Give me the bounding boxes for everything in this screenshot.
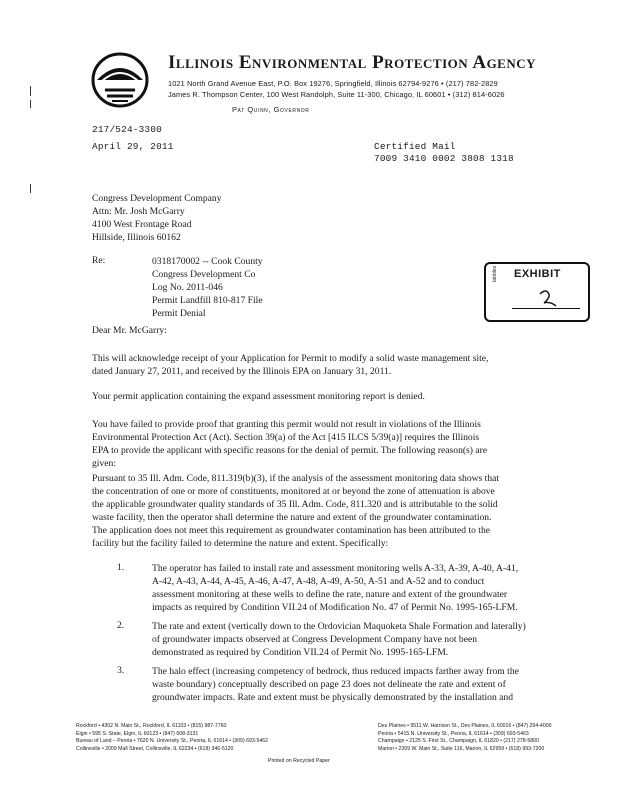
paragraph-line: Pursuant to 35 Ill. Adm. Code, 811.319(b)(3), if the analysis of the assessment monitoring data shows that: [92, 473, 500, 484]
governor-name: Pat Quinn, Governor: [232, 105, 310, 114]
paragraph-denial: [92, 390, 425, 403]
item-number: 2.: [117, 620, 125, 631]
item-line: of groundwater impacts observed at Congress Development Company have not been: [152, 634, 478, 645]
item-line: The operator has failed to install rate and assessment monitoring wells A-33, A-39, A-40, A-41,: [152, 563, 519, 574]
paragraph-line: waste facility, then the operator shall determine the nature and extent of the groundwater contamination.: [92, 512, 492, 523]
paragraph-line: the concentration of one or more of constituents, monitored at or beyond the zone of attenuation is above: [92, 486, 495, 497]
agency-address-springfield: 1021 North Grand Avenue East, P.O. Box 19276, Springfield, Illinois 62794-9276 • (217) 782-2829: [168, 79, 498, 88]
footer-offices-left: [76, 723, 268, 753]
agency-name: Illinois Environmental Protection Agency: [168, 52, 537, 73]
exhibit-sticker: [484, 262, 590, 322]
paragraph-line: This will acknowledge receipt of your Application for Permit to modify a solid waste management site,: [92, 353, 489, 364]
recipient-line: Attn: Mr. Josh McGarry: [92, 206, 185, 217]
exhibit-label: EXHIBIT: [514, 268, 561, 280]
item-line: groundwater impacts. Rate and extent must be physically demonstrated by the installation and: [152, 692, 514, 703]
paragraph-line: Environmental Protection Act (Act). Section 39(a) of the Act [415 ILCS 5/39(a)] requires the Illinois: [92, 432, 480, 443]
paragraph-line: EPA to provide the applicant with specific reasons for the denial of permit. The following reason(s) are: [92, 445, 488, 456]
paragraph-line: The application does not meet this requirement as groundwater contamination has been attributed to the: [92, 525, 491, 536]
reference-line: 0318170002 -- Cook County: [152, 256, 263, 267]
list-item: [152, 665, 519, 704]
exhibit-brand-text: tabbles: [492, 265, 498, 282]
footer-office-line: Peoria • 5415 N. University St., Peoria, IL 61614 • (309) 693-5463: [378, 730, 529, 737]
paragraph-line: the applicable groundwater quality standards of 35 Ill. Adm. Code, 811.320 and is attributable to the solid: [92, 499, 498, 510]
scan-margin-mark: [30, 100, 31, 108]
list-item: [152, 620, 526, 659]
certified-mail-number: 7009 3410 0002 3808 1318: [374, 153, 514, 164]
paragraph-line: dated January 27, 2011, and received by the Illinois EPA on January 31, 2011.: [92, 366, 392, 377]
reference-line: Permit Denial: [152, 308, 206, 319]
paragraph-line: Your permit application containing the expand assessment monitoring report is denied.: [92, 391, 425, 402]
recipient-line: 4100 West Frontage Road: [92, 219, 192, 230]
phone-number: 217/524-3300: [92, 124, 162, 135]
paragraph-regulation: [92, 472, 499, 550]
item-line: impacts as required by Condition VII.24 of Modification No. 47 of Permit No. 1995-165-LFM.: [152, 602, 518, 613]
recycled-paper-note: Printed on Recycled Paper: [268, 758, 330, 764]
agency-seal-logo: [88, 50, 152, 112]
scan-margin-mark: [30, 184, 31, 193]
paragraph-line: You have failed to provide proof that granting this permit would not result in violations of the Illinois: [92, 419, 481, 430]
exhibit-handwritten-mark-icon: [534, 288, 564, 310]
paragraph-line: given:: [92, 458, 116, 469]
item-line: demonstrated as required by Condition VII.24 of Permit No. 1995-165-LFM.: [152, 647, 449, 658]
footer-office-line: Des Plaines • 9511 W. Harrison St., Des Plaines, IL 60016 • (847) 294-4000: [378, 723, 552, 729]
recipient-line: Hillside, Illinois 60162: [92, 232, 181, 243]
item-line: A-42, A-43, A-44, A-45, A-46, A-47, A-48, A-49, A-50, A-51 and A-52 and to conduct: [152, 576, 485, 587]
reference-block: [152, 255, 263, 320]
letter-date: April 29, 2011: [92, 141, 174, 152]
footer-office-line: Champaign • 2125 S. First St., Champaign, IL 61820 • (217) 278-5800: [378, 738, 539, 745]
reference-label: Re:: [92, 255, 106, 266]
item-line: assessment monitoring at these wells to define the rate, nature and extent of the groundwater: [152, 589, 508, 600]
item-line: waste boundary) conceptually described on page 23 does not delineate the rate and extent of: [152, 679, 506, 690]
paragraph-reasons-intro: [92, 418, 487, 470]
footer-office-line: Rockford • 4302 N. Main St., Rockford, IL 61103 • (815) 987-7760: [76, 723, 227, 729]
footer-office-line: Elgin • 595 S. State, Elgin, IL 60123 • (847) 608-3131: [76, 730, 199, 737]
list-item: [152, 562, 518, 614]
footer-offices-right: [378, 723, 551, 753]
salutation: Dear Mr. McGarry:: [92, 325, 167, 336]
recipient-line: Congress Development Company: [92, 193, 222, 204]
item-line: The halo effect (increasing competency of bedrock, thus reduced impacts farther away from the: [152, 666, 519, 677]
item-number: 1.: [117, 562, 125, 573]
footer-office-line: Marion • 2309 W. Main St., Suite 116, Marion, IL 62959 • (618) 993-7200: [378, 745, 545, 752]
reference-line: Permit Landfill 810-817 File: [152, 295, 263, 306]
certified-mail-label: Certified Mail: [374, 141, 456, 152]
reference-line: Log No. 2011-046: [152, 282, 223, 293]
reference-line: Congress Development Co: [152, 269, 256, 280]
agency-address-chicago: James R. Thompson Center, 100 West Randolph, Suite 11-300, Chicago, IL 60601 • (312) 814-6026: [168, 90, 505, 99]
paragraph-line: facility but the facility failed to determine the nature and extent. Specifically:: [92, 538, 389, 549]
exhibit-number-line: [512, 308, 580, 309]
item-number: 3.: [117, 665, 125, 676]
footer-office-line: Collinsville • 2009 Mall Street, Collinsville, IL 62234 • (618) 346-5120: [76, 745, 234, 752]
item-line: The rate and extent (vertically down to the Ordovician Maquoketa Shale Formation and laterally): [152, 621, 526, 632]
scan-margin-mark: [30, 86, 31, 96]
footer-office-line: Bureau of Land – Peoria • 7620 N. University St., Peoria, IL 61614 • (309) 693-5462: [76, 738, 269, 745]
recipient-address: [92, 192, 222, 244]
paragraph-acknowledgement: [92, 352, 488, 378]
